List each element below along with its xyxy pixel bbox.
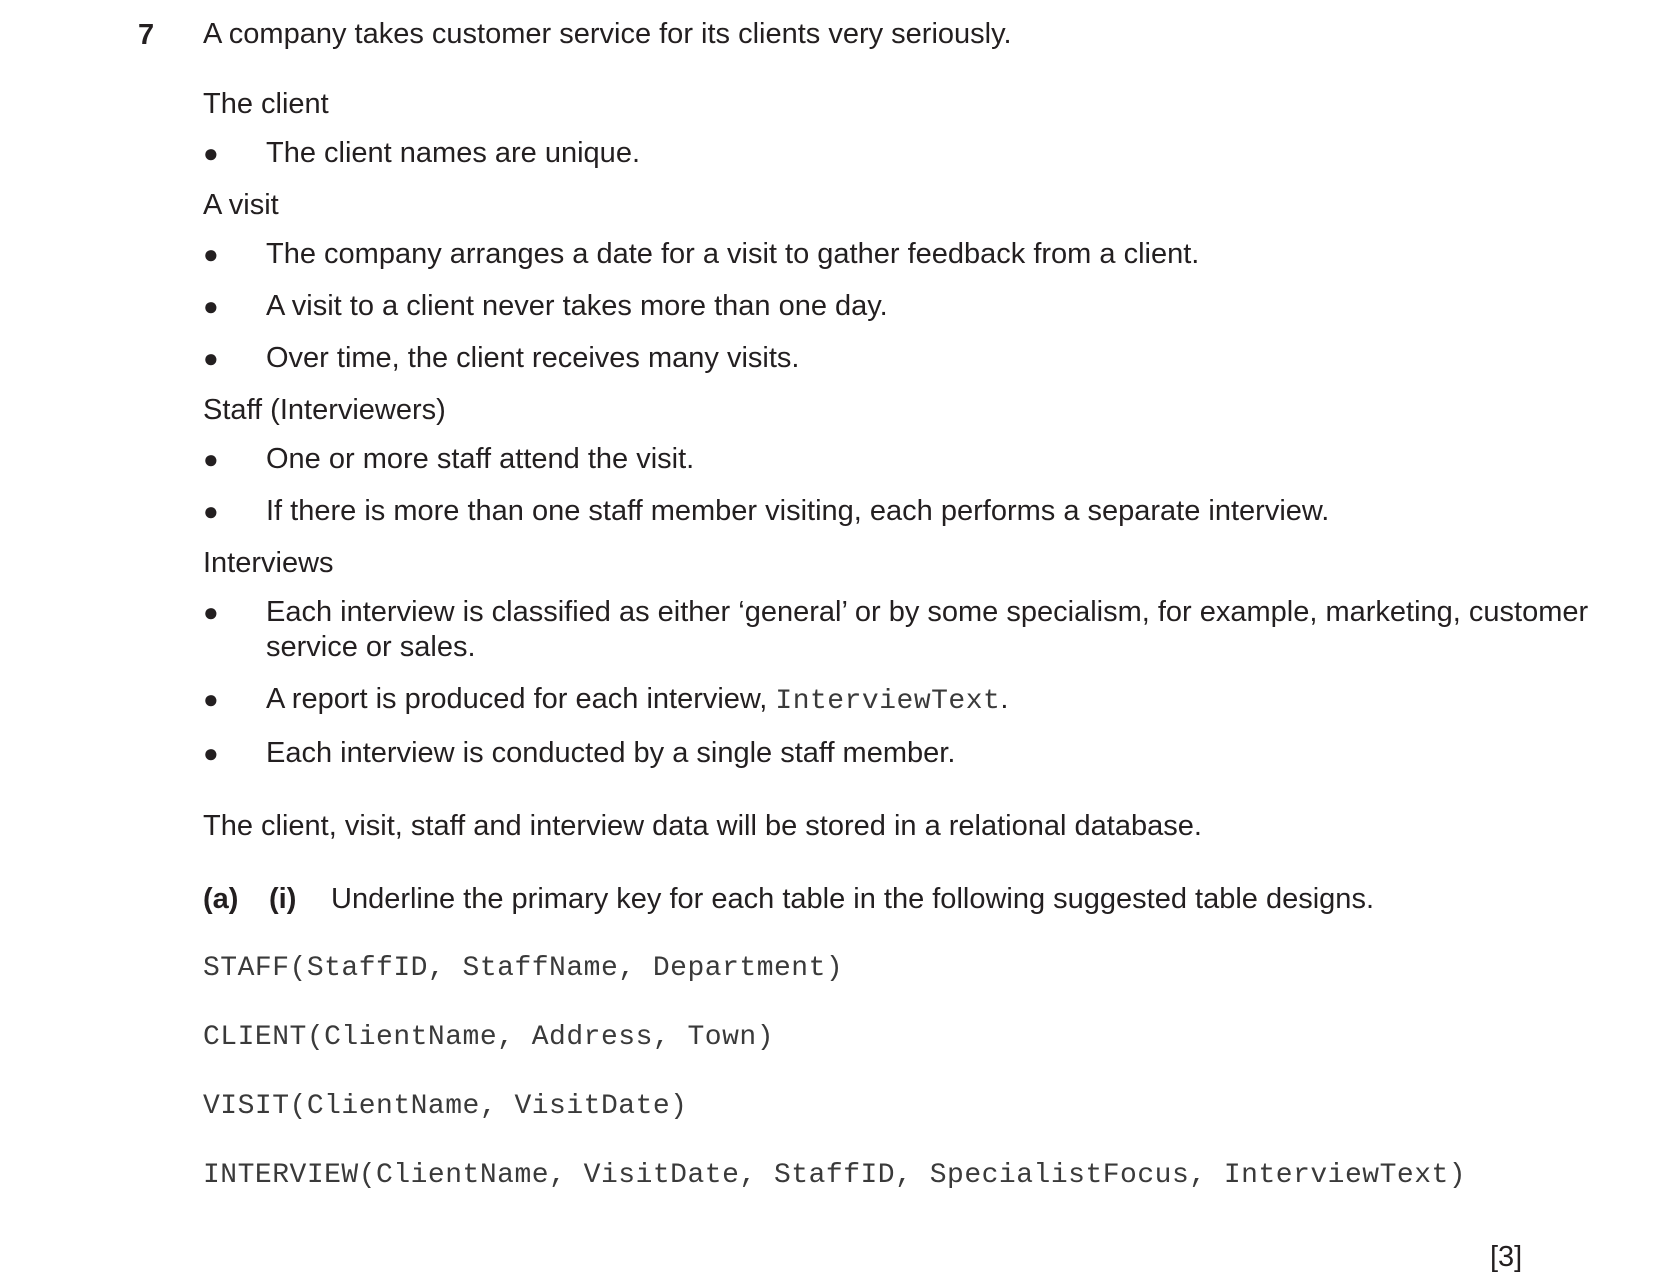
section-interviews — [203, 546, 1589, 771]
section-heading: A visit — [203, 189, 279, 221]
part-instruction: Underline the primary key for each table in the following suggested table designs. — [331, 883, 1374, 915]
section-heading: Staff (Interviewers) — [203, 394, 446, 426]
section-heading: The client — [203, 88, 329, 120]
bullet-list — [203, 237, 1563, 376]
list-item: ● Each interview is classified as either ‘general’ or by some specialism, for example, marketing, customer service or sales. — [203, 596, 1589, 663]
subpart-label: (i) — [269, 883, 297, 915]
code-term: InterviewText — [775, 686, 1001, 717]
part-a-i — [203, 882, 1563, 917]
section-visit — [203, 188, 1563, 376]
database-statement: The client, visit, staff and interview data will be stored in a relational database. — [203, 810, 1202, 842]
table-design-staff: STAFF(StaffID, StaffName, Department) — [203, 953, 844, 984]
bullet-icon: ● — [203, 597, 219, 627]
question-number: 7 — [138, 19, 155, 51]
bullet-icon: ● — [203, 444, 219, 474]
bullet-icon: ● — [203, 239, 219, 269]
list-item: ● A report is produced for each interview, InterviewText. — [203, 683, 1009, 717]
list-item: ● One or more staff attend the visit. — [203, 443, 695, 475]
bullet-list — [203, 442, 1563, 529]
list-item: ● A visit to a client never takes more than one day. — [203, 290, 888, 322]
section-client — [203, 87, 1563, 171]
list-item: ● Over time, the client receives many visits. — [203, 342, 800, 374]
question-content — [203, 17, 1589, 1227]
list-item: ● The client names are unique. — [203, 137, 640, 169]
list-item: ● Each interview is conducted by a single staff member. — [203, 737, 956, 769]
section-heading: Interviews — [203, 547, 334, 579]
question-intro: A company takes customer service for its clients very seriously. — [203, 18, 1012, 50]
bullet-icon: ● — [203, 291, 219, 321]
marks-label: [3] — [1490, 1241, 1523, 1273]
part-label: (a) — [203, 883, 239, 915]
bullet-icon: ● — [203, 343, 219, 373]
section-staff — [203, 393, 1563, 529]
bullet-list — [203, 595, 1589, 771]
list-item: ● The company arranges a date for a visit to gather feedback from a client. — [203, 238, 1200, 270]
bullet-icon: ● — [203, 684, 219, 714]
bullet-icon: ● — [203, 138, 219, 168]
list-item: ● If there is more than one staff member visiting, each performs a separate interview. — [203, 495, 1330, 527]
table-design-visit: VISIT(ClientName, VisitDate) — [203, 1091, 688, 1122]
table-design-client: CLIENT(ClientName, Address, Town) — [203, 1022, 774, 1053]
table-design-interview: INTERVIEW(ClientName, VisitDate, StaffID, SpecialistFocus, InterviewText) — [203, 1160, 1467, 1191]
table-designs — [203, 951, 1563, 1193]
bullet-icon: ● — [203, 496, 219, 526]
bullet-icon: ● — [203, 738, 219, 768]
bullet-list — [203, 136, 1563, 171]
